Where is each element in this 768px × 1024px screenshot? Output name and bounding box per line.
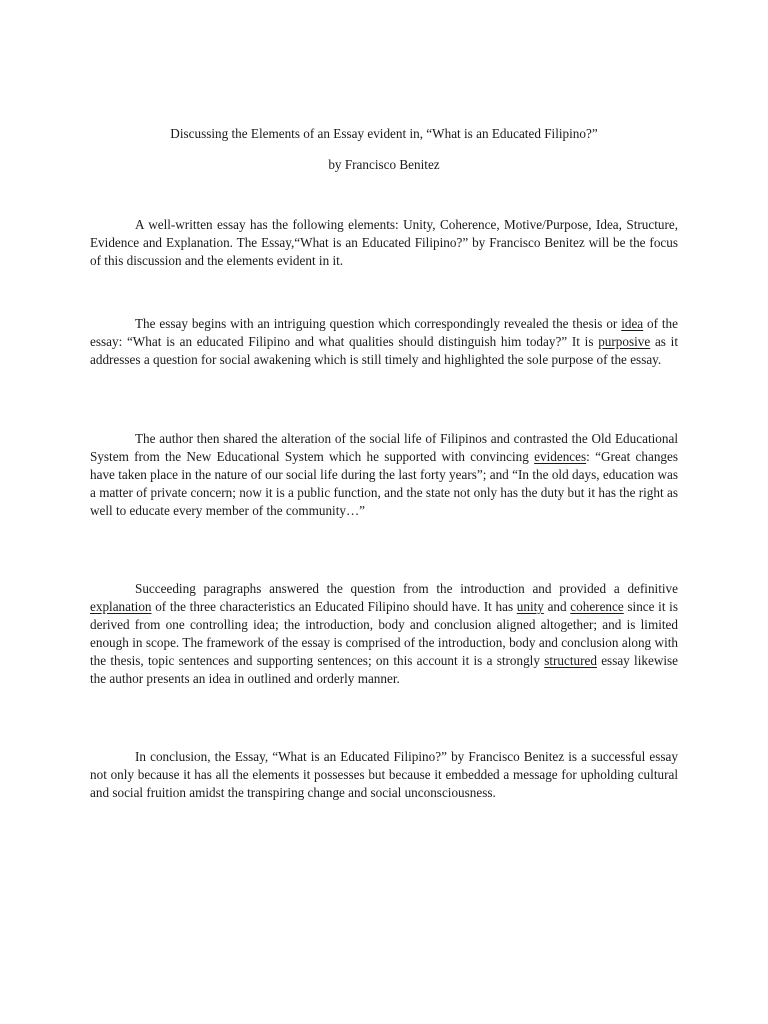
paragraph-explanation: [90, 580, 678, 688]
paragraph-text: of the essay: “What is an educated Filipino and what qualities should distinguish him today?” It is: [90, 316, 679, 349]
paragraph-evidence: [90, 430, 678, 520]
underlined-term-unity: unity: [516, 599, 544, 614]
underlined-term-idea: idea: [621, 316, 644, 331]
essay-title: Discussing the Elements of an Essay evident in, “What is an Educated Filipino?”: [170, 126, 598, 141]
paragraph-text: In conclusion, the Essay, “What is an Educated Filipino?” by Francisco Benitez is a successful essay not only because it has all the elements it possesses but because it embedded a message for upholding cultural and social fruition amidst the transpiring change and social unconsciousness.: [90, 749, 678, 800]
paragraph-thesis: [90, 315, 678, 369]
paragraph-text: : “Great changes have taken place in the nature of our social life during the last forty years”; and “In the old days, education was a matter of private concern; now it is a public function, and the state not only has the duty but it has the right as well to educate every member of the community…”: [90, 449, 678, 518]
paragraph-text: essay likewise the author presents an idea in outlined and orderly manner.: [90, 653, 678, 686]
paragraph-text: The author then shared the alteration of the social life of Filipinos and contrasted the Old Educational System from the New Educational System which he supported with convincing: [90, 431, 678, 464]
paragraph-text: and: [543, 599, 571, 614]
paragraph-intro: [90, 216, 678, 270]
paragraph-text: as it addresses a question for social awakening which is still timely and highlighted the sole purpose of the essay.: [90, 334, 678, 367]
paragraph-text: of the three characteristics an Educated Filipino should have. It has: [151, 599, 517, 614]
underlined-term-coherence: coherence: [570, 599, 624, 614]
underlined-term-evidences: evidences: [534, 449, 587, 464]
underlined-term-purposive: purposive: [598, 334, 651, 349]
paragraph-text: Succeeding paragraphs answered the question from the introduction and provided a definitive: [135, 581, 678, 596]
essay-author: by Francisco Benitez: [328, 157, 440, 172]
paragraph-conclusion: [90, 748, 678, 802]
paragraph-text: A well-written essay has the following elements: Unity, Coherence, Motive/Purpose, Idea, Structure, Evidence and Explanation. The Essay,“What is an Educated Filipino?” by Francisco Benitez will be the focus of this discussion and the elements evident in it.: [90, 217, 678, 268]
underlined-term-structured: structured: [544, 653, 597, 668]
underlined-term-explanation: explanation: [90, 599, 152, 614]
paragraph-text: The essay begins with an intriguing question which correspondingly revealed the thesis or: [135, 316, 622, 331]
paragraph-text: since it is derived from one controlling idea; the introduction, body and conclusion aligned altogether; and is limited enough in scope. The framework of the essay is comprised of the introduction, body and conclusion along with the thesis, topic sentences and supporting sentences; on this account it is a strongly: [90, 599, 678, 668]
